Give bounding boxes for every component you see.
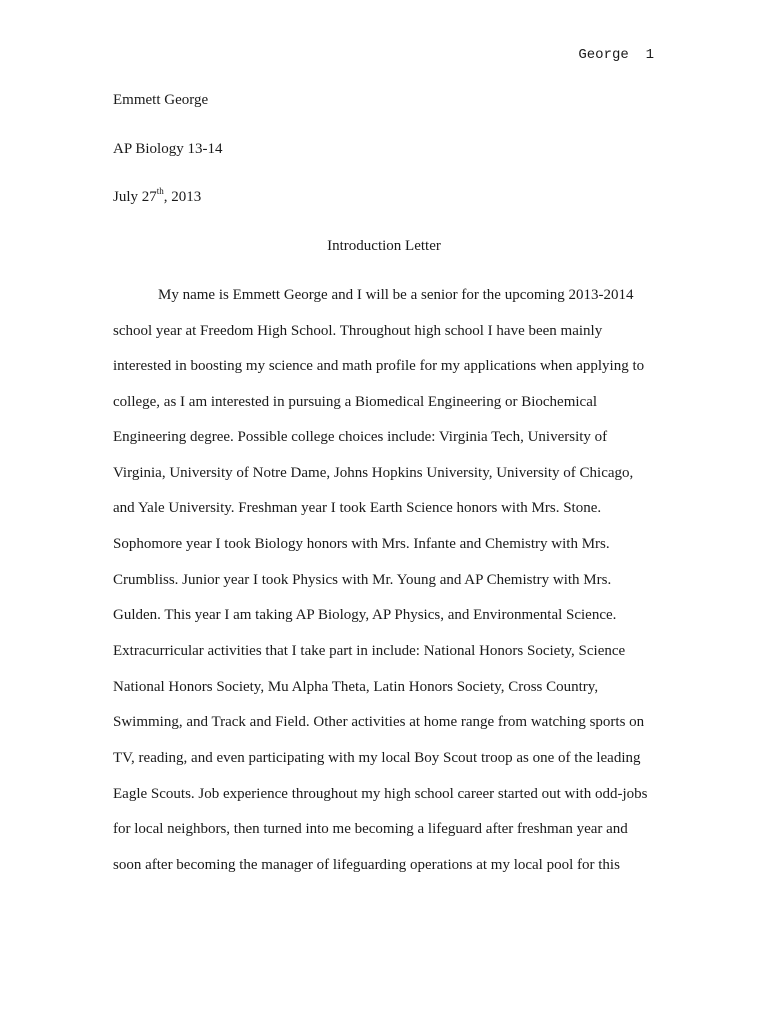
date-month-day: July 27 [113,189,157,205]
body-line: for local neighbors, then turned into me becoming a lifeguard after freshman year and [113,821,628,837]
body-line: Extracurricular activities that I take part in include: National Honors Society, Science [113,643,626,659]
body-line: Gulden. This year I am taking AP Biology, AP Physics, and Environmental Science. [113,607,617,623]
body-line: Virginia, University of Notre Dame, Johns Hopkins University, University of Chicago, [113,465,634,481]
body-line: and Yale University. Freshman year I took Earth Science honors with Mrs. Stone. [113,500,602,516]
body-line: interested in boosting my science and math profile for my applications when applying to [113,358,645,374]
course-name: AP Biology 13-14 [113,141,223,157]
date-year: , 2013 [163,189,202,205]
body-line: Crumbliss. Junior year I took Physics with Mr. Young and AP Chemistry with Mrs. [113,572,612,588]
letter-title: Introduction Letter [327,238,441,254]
date-suffix: th [156,186,164,196]
body-line: Engineering degree. Possible college choices include: Virginia Tech, University of [113,429,608,445]
header-page-number: 1 [645,47,654,63]
body-line: college, as I am interested in pursuing a Biomedical Engineering or Biochemical [113,394,598,410]
body-line: Sophomore year I took Biology honors with Mrs. Infante and Chemistry with Mrs. [113,536,610,552]
body-line: TV, reading, and even participating with my local Boy Scout troop as one of the leading [113,750,641,766]
body-line: My name is Emmett George and I will be a senior for the upcoming 2013-2014 [158,287,634,303]
body-line: soon after becoming the manager of lifeguarding operations at my local pool for this [113,857,620,873]
body-line: Swimming, and Track and Field. Other activities at home range from watching sports on [113,714,645,730]
student-name: Emmett George [113,92,209,108]
body-line: Eagle Scouts. Job experience throughout my high school career started out with odd-jobs [113,786,648,802]
header-surname: George [578,47,629,63]
letter-date [113,186,202,206]
running-header [578,47,654,63]
body-line: school year at Freedom High School. Throughout high school I have been mainly [113,323,603,339]
body-line: National Honors Society, Mu Alpha Theta, Latin Honors Society, Cross Country, [113,679,599,695]
